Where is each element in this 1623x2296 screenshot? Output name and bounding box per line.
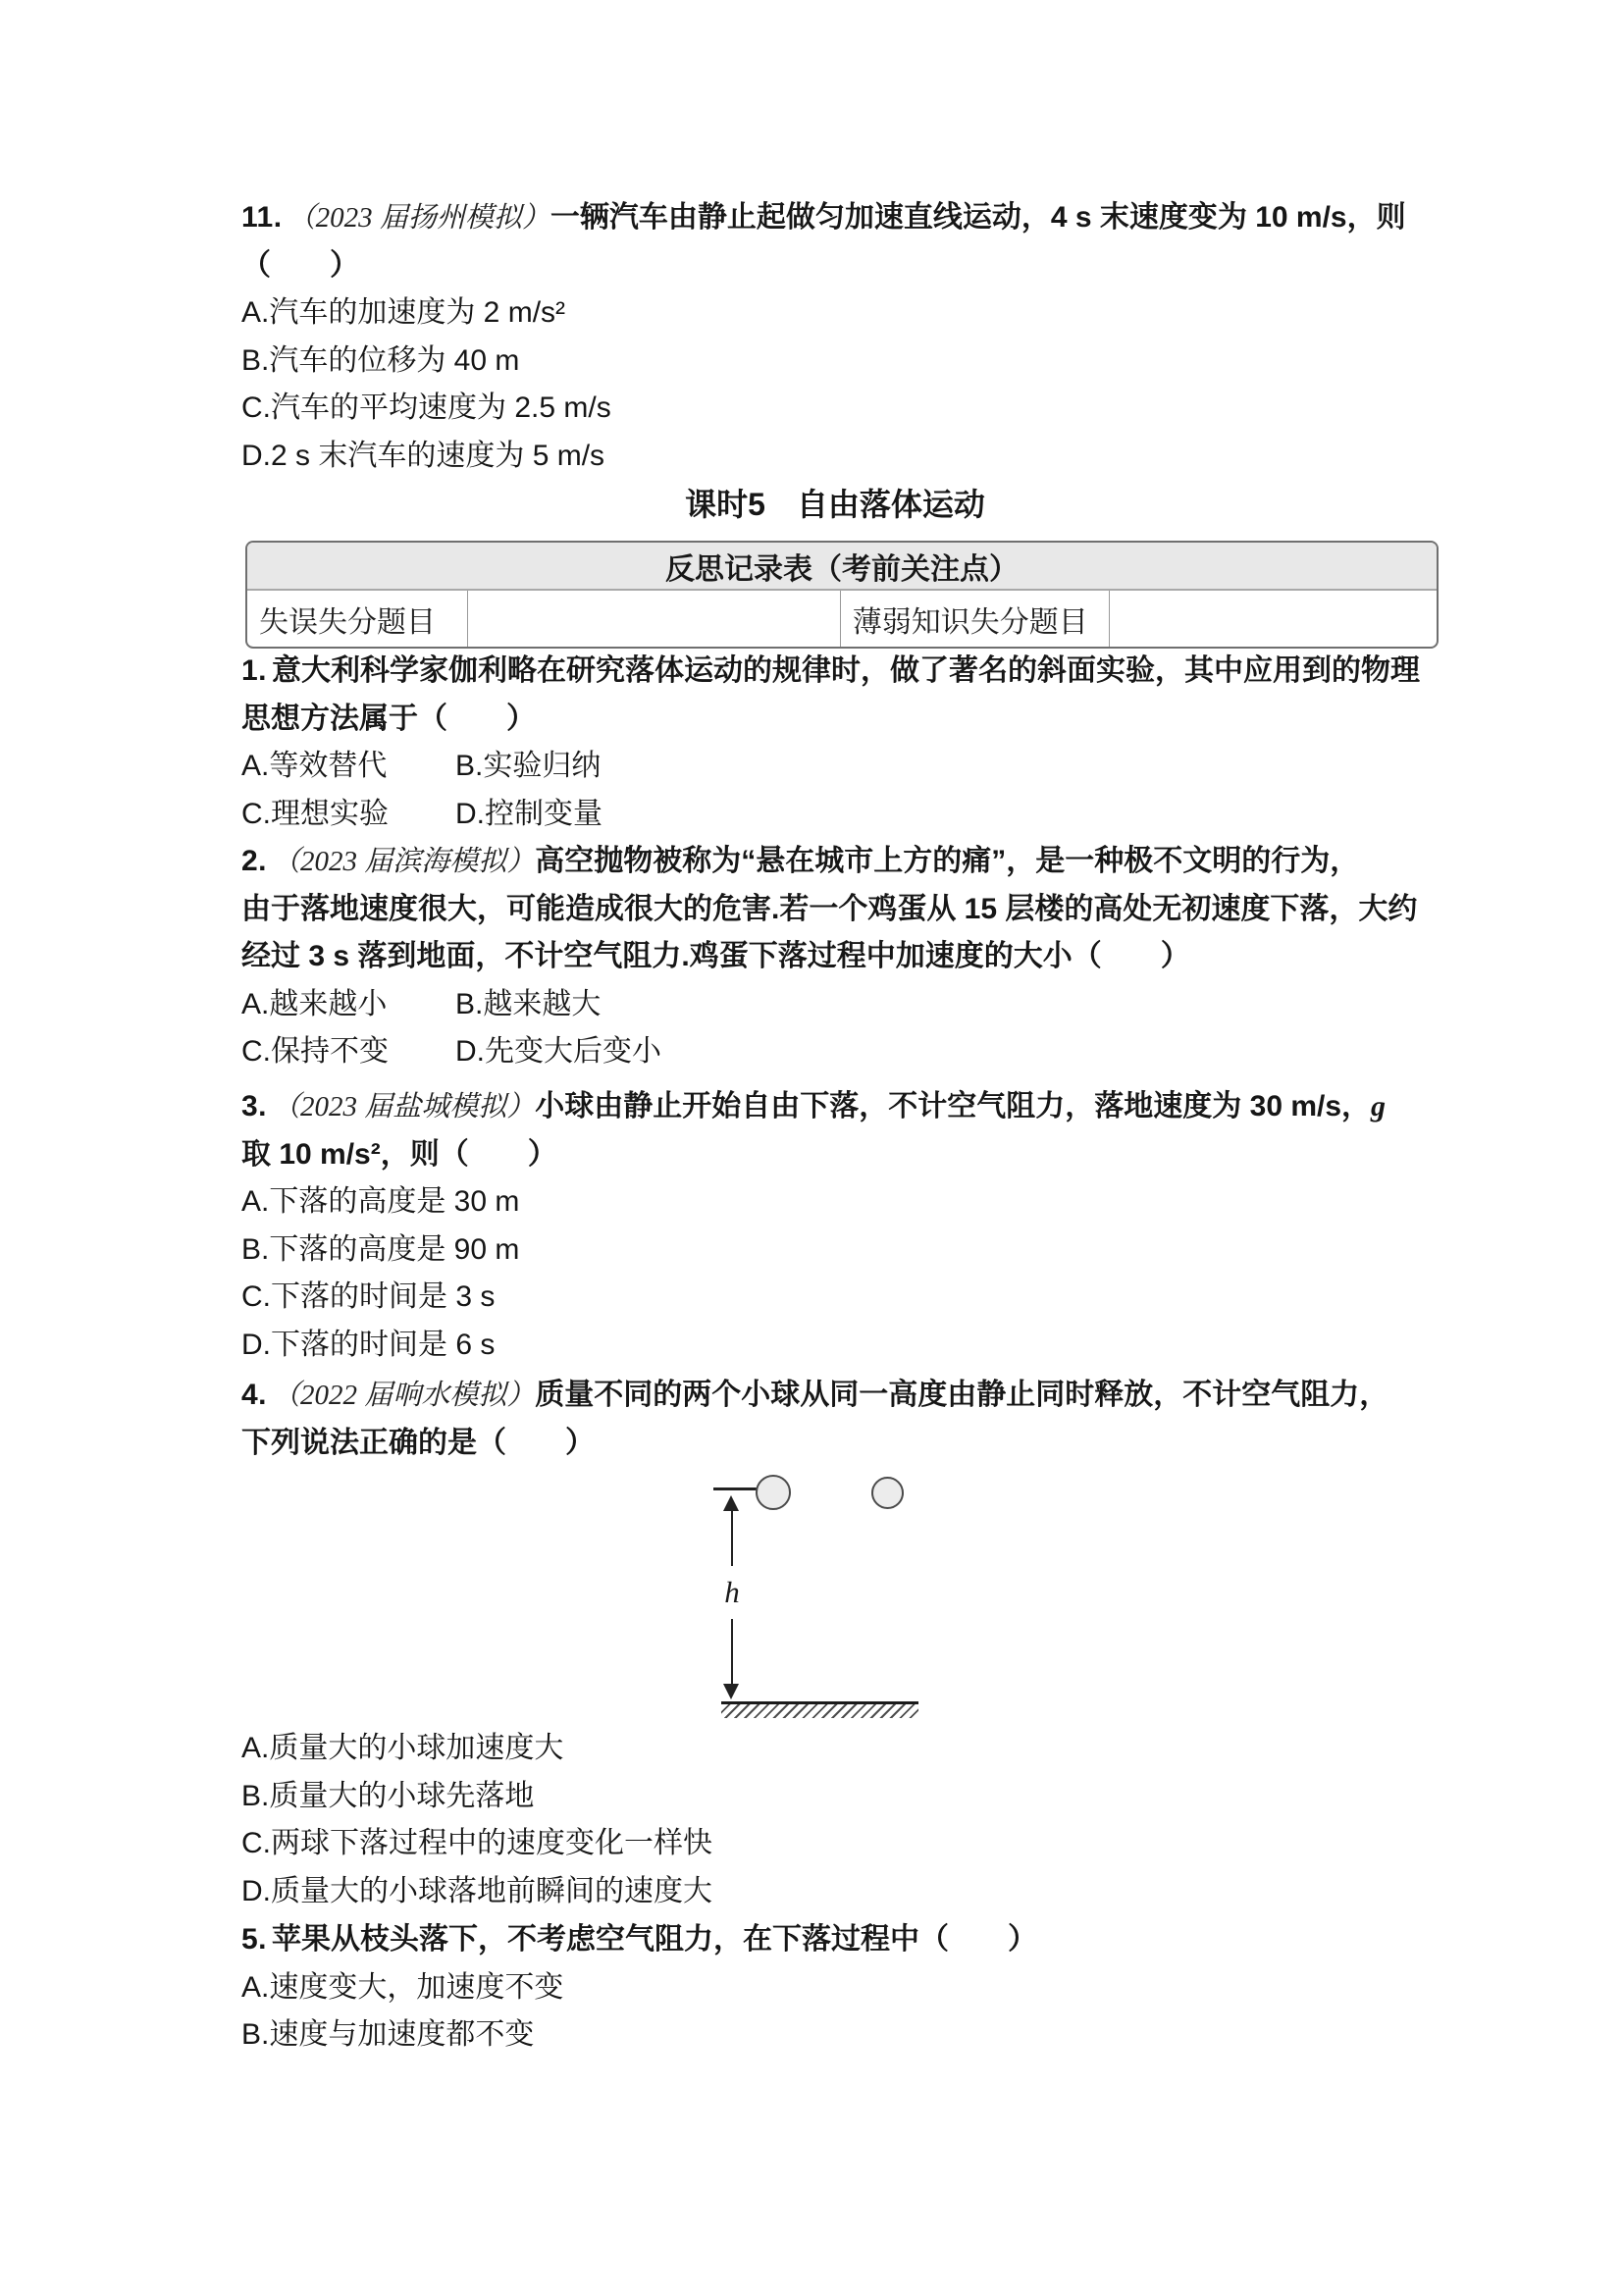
- q5-stem-line-1: [241, 1916, 1429, 1964]
- q4-source: （2022 届响水模拟）: [272, 1380, 536, 1411]
- release-level-tick: [713, 1487, 757, 1490]
- q2-option-d: D.先变大后变小: [455, 1035, 661, 1068]
- q2-stem-text: 高空抛物被称为“悬在城市上方的痛”，是一种极不文明的行为，: [535, 845, 1360, 877]
- q1-option-a: A.等效替代: [241, 750, 388, 782]
- q1-options-row-cd: [241, 791, 1429, 839]
- q4-option-d: D.质量大的小球落地前瞬间的速度大: [241, 1874, 712, 1907]
- q11-source: （2023 届扬州模拟）: [287, 202, 550, 234]
- q2-source: （2023 届滨海模拟）: [272, 846, 536, 877]
- q11-option-a: A.汽车的加速度为 2 m/s²: [241, 296, 566, 329]
- ball-small: [871, 1477, 904, 1509]
- arrow-down-icon: [723, 1684, 739, 1699]
- q11-option-d: D.2 s 末汽车的速度为 5 m/s: [241, 439, 605, 472]
- ball-large: [756, 1475, 791, 1510]
- q1-option-c: C.理想实验: [241, 797, 389, 830]
- question-1: [241, 648, 1429, 838]
- q1-stem-text: 意大利科学家伽利略在研究落体运动的规律时，做了著名的斜面实验，其中应用到的物理: [272, 654, 1421, 687]
- q4-option-c: C.两球下落过程中的速度变化一样快: [241, 1827, 712, 1859]
- q1-option-b: B.实验归纳: [455, 750, 602, 782]
- q4-stem-line-1: [241, 1372, 1429, 1420]
- q2-option-a: A.越来越小: [241, 987, 388, 1020]
- table-label-mistake: 失误失分题目: [247, 591, 468, 647]
- q1-option-d: D.控制变量: [455, 797, 602, 830]
- q4-stem-line-2: 下列说法正确的是（ ）: [241, 1426, 595, 1459]
- q3-stem-text: 小球由静止开始自由下落，不计空气阻力，落地速度为 30 m/s，: [535, 1090, 1372, 1122]
- question-2: [241, 838, 1429, 1076]
- q1-stem-line-1: [241, 648, 1429, 696]
- question-4-stem: [241, 1372, 1429, 1467]
- q2-number: 2.: [241, 845, 268, 877]
- q11-stem-text: 一辆汽车由静止起做匀加速直线运动，4 s 末速度变为 10 m/s，则: [550, 201, 1406, 234]
- q5-stem-text: 苹果从枝头落下，不考虑空气阻力，在下落过程中（ ）: [272, 1923, 1038, 1956]
- q11-stem-line-1: [241, 194, 1429, 242]
- ground-hatch: [721, 1701, 918, 1718]
- question-4-options: [241, 1725, 1429, 1915]
- q3-option-c: C.下落的时间是 3 s: [241, 1280, 496, 1313]
- q3-option-a: A.下落的高度是 30 m: [241, 1185, 520, 1218]
- reflection-table: [245, 541, 1439, 649]
- q2-options-row-cd: [241, 1028, 1429, 1076]
- height-label: h: [703, 1566, 761, 1619]
- q11-option-c: C.汽车的平均速度为 2.5 m/s: [241, 391, 611, 424]
- q11-stem-line-2: （ ）: [241, 248, 359, 282]
- q2-options-row-ab: [241, 981, 1429, 1029]
- table-blank-weak-knowledge: [1110, 591, 1437, 647]
- q5-option-b: B.速度与加速度都不变: [241, 2018, 535, 2051]
- reflection-table-row: [247, 591, 1437, 647]
- question-3: [241, 1083, 1429, 1369]
- q3-stem-line-2: 取 10 m/s²，则（ ）: [241, 1137, 557, 1171]
- q3-option-b: B.下落的高度是 90 m: [241, 1232, 520, 1266]
- q5-number: 5.: [241, 1923, 268, 1956]
- table-blank-mistake: [468, 591, 840, 647]
- q1-options-row-ab: [241, 743, 1429, 791]
- question-5: [241, 1916, 1429, 2060]
- q4-number: 4.: [241, 1379, 268, 1411]
- q5-option-a: A.速度变大，加速度不变: [241, 1970, 564, 2004]
- q3-option-d: D.下落的时间是 6 s: [241, 1328, 496, 1361]
- q4-option-b: B.质量大的小球先落地: [241, 1779, 535, 1812]
- q2-option-b: B.越来越大: [455, 987, 602, 1020]
- q4-option-a: A.质量大的小球加速度大: [241, 1732, 564, 1764]
- reflection-table-header: 反思记录表（考前关注点）: [247, 543, 1437, 591]
- q3-g-symbol: g: [1371, 1090, 1387, 1122]
- q2-stem-line-2: 由于落地速度很大，可能造成很大的危害.若一个鸡蛋从 15 层楼的高处无初速度下落，大约: [241, 892, 1418, 925]
- q11-option-b: B.汽车的位移为 40 m: [241, 343, 520, 377]
- q1-stem-line-2: 思想方法属于（ ）: [241, 702, 536, 735]
- section-title: 课时5 自由落体运动: [685, 487, 985, 522]
- q2-option-c: C.保持不变: [241, 1035, 389, 1068]
- q2-stem-line-3: 经过 3 s 落到地面，不计空气阻力.鸡蛋下落过程中加速度的大小（ ）: [241, 940, 1190, 972]
- question-11: [241, 194, 1429, 480]
- q3-number: 3.: [241, 1090, 268, 1122]
- q3-source: （2023 届盐城模拟）: [272, 1091, 536, 1122]
- q4-stem-text: 质量不同的两个小球从同一高度由静止同时释放，不计空气阻力，: [535, 1379, 1389, 1411]
- q2-stem-line-1: [241, 838, 1429, 886]
- q1-number: 1.: [241, 654, 268, 687]
- table-label-weak-knowledge: 薄弱知识失分题目: [841, 591, 1110, 647]
- q3-stem-line-1: [241, 1083, 1429, 1131]
- q11-number: 11.: [241, 201, 283, 234]
